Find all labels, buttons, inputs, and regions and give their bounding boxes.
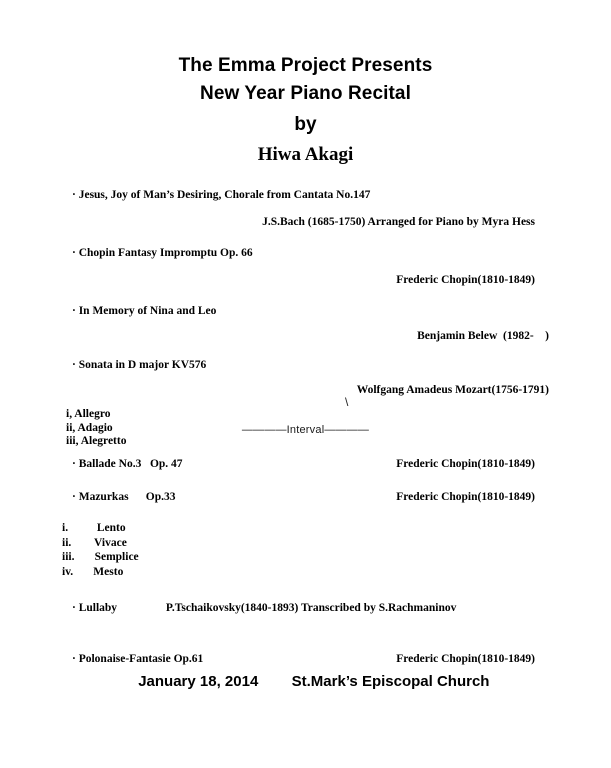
interval-divider	[0, 420, 611, 438]
composer-credit: J.S.Bach (1685-1750) Arranged for Piano by Myra Hess	[262, 216, 535, 228]
piece-title: · In Memory of Nina and Leo	[72, 305, 217, 317]
spacer	[0, 505, 611, 521]
piece-title: · Chopin Fantasy Impromptu Op. 66	[72, 247, 253, 259]
program-title-line-2: New Year Piano Recital	[200, 83, 411, 104]
recital-date: January 18, 2014	[138, 673, 259, 690]
composer-credit: Frederic Chopin(1810-1849)	[396, 491, 535, 503]
piece-title-with-composer: · Lullaby P.Tschaikovsky(1840-1893) Transcribed by S.Rachmaninov	[72, 602, 457, 614]
movement-item: ii, Adagio	[66, 421, 113, 434]
program-title-line-1: The Emma Project Presents	[178, 55, 433, 76]
composer-credit: Wolfgang Amadeus Mozart(1756-1791)	[356, 384, 549, 396]
spacer	[0, 230, 611, 246]
interval-label: ————Interval————	[241, 424, 370, 436]
piece-title: · Polonaise-Fantasie Op.61	[72, 653, 204, 665]
program-entry	[0, 490, 611, 505]
recital-venue: St.Mark’s Episcopal Church	[291, 673, 490, 690]
program-entry	[0, 304, 611, 344]
movement-item: iii, Alegretto	[66, 435, 127, 447]
piece-title: · Ballade No.3 Op. 47	[72, 458, 183, 470]
piece-title: · Sonata in D major KV576	[72, 359, 207, 371]
spacer	[0, 579, 611, 601]
movement-item: i. Lento	[62, 522, 126, 534]
movement-item: iv. Mesto	[62, 565, 124, 578]
by-label: by	[294, 114, 317, 135]
composer-credit: Frederic Chopin(1810-1849)	[396, 274, 535, 286]
composer-credit: Benjamin Belew (1982- )	[417, 330, 549, 342]
spacer	[0, 616, 611, 638]
spacer	[0, 373, 611, 383]
program-entry	[0, 246, 611, 288]
spacer	[0, 344, 611, 358]
spacer	[0, 638, 611, 652]
program-second-half	[0, 457, 611, 667]
program-entry	[0, 188, 611, 230]
movement-item: ii. Vivace	[62, 536, 127, 549]
spacer	[0, 203, 611, 215]
spacer	[0, 319, 611, 329]
movement-list	[0, 521, 611, 579]
program-first-half	[0, 188, 611, 449]
title-block	[0, 52, 611, 169]
spacer	[0, 261, 611, 273]
composer-credit: Frederic Chopin(1810-1849)	[396, 653, 535, 665]
program-entry	[0, 457, 611, 472]
movement-item: i, Allegro	[66, 408, 111, 420]
movement-item: iii. Semplice	[62, 551, 139, 563]
spacer	[0, 472, 611, 490]
piece-title: · Mazurkas Op.33	[72, 491, 176, 503]
composer-credit: Frederic Chopin(1810-1849)	[396, 458, 535, 470]
performer-name: Hiwa Akagi	[257, 144, 354, 165]
footer-line	[0, 652, 611, 712]
spacer	[0, 288, 611, 304]
spacer	[0, 398, 611, 408]
stray-backslash-mark: \	[345, 395, 349, 409]
piece-title: · Jesus, Joy of Man’s Desiring, Chorale from Cantata No.147	[72, 189, 371, 201]
footer-separator	[258, 673, 291, 690]
